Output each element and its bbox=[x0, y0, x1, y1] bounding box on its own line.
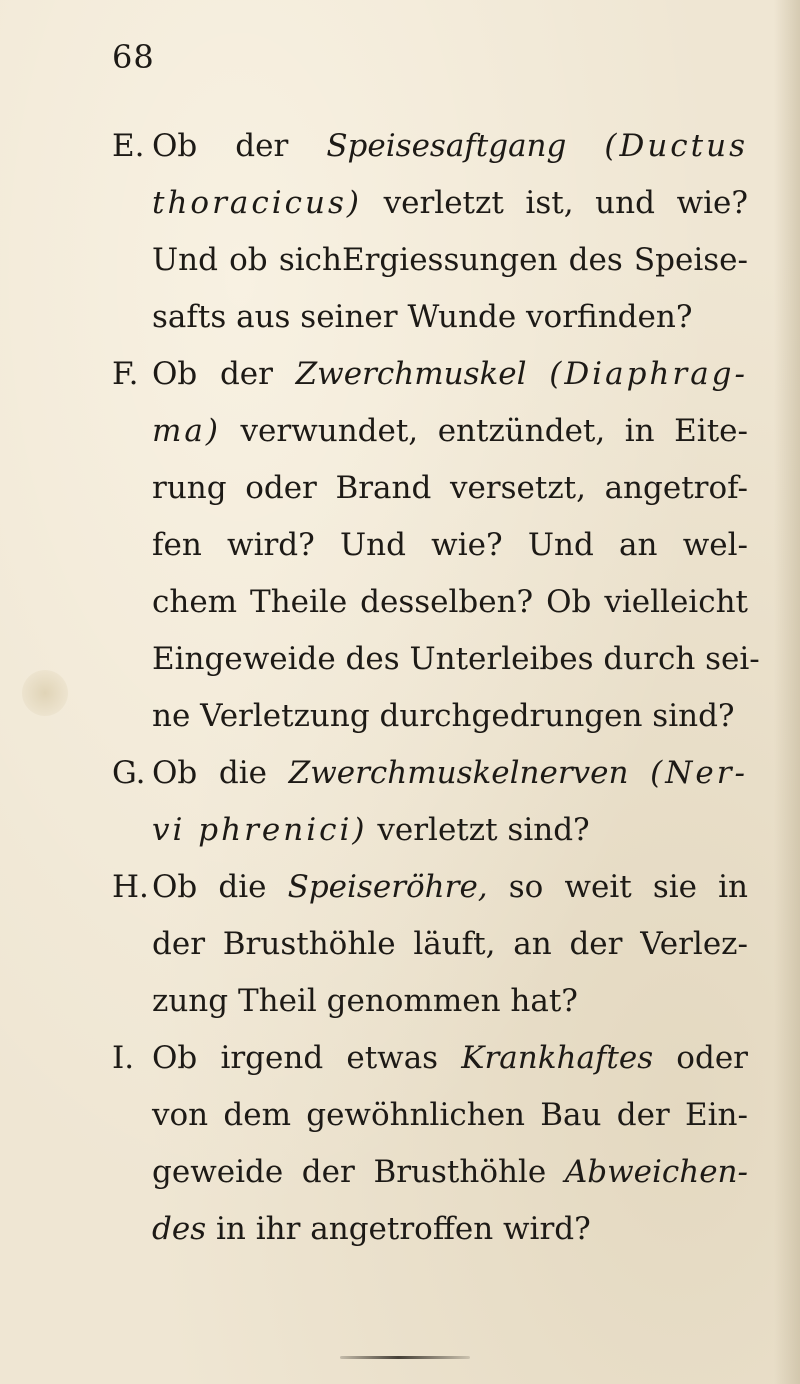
text-line bbox=[152, 118, 748, 175]
text-line bbox=[152, 745, 748, 802]
text-line bbox=[152, 232, 748, 289]
entry-marker: I. bbox=[112, 1040, 135, 1076]
text-run: geweide der Brusthöhle bbox=[152, 1154, 565, 1190]
text-run bbox=[629, 755, 651, 791]
text-run: zung Theil genommen hat? bbox=[152, 983, 578, 1019]
question-list bbox=[112, 118, 760, 1258]
text-run: Ob die bbox=[152, 755, 289, 791]
text-line bbox=[152, 1087, 748, 1144]
text-run: chem Theile desselben? Ob vielleicht bbox=[152, 584, 748, 620]
text-run: Ob der bbox=[152, 356, 296, 392]
entry-marker: E. bbox=[112, 128, 145, 164]
text-line bbox=[152, 1030, 748, 1087]
text-run bbox=[527, 356, 550, 392]
latin-term: (Ner- bbox=[650, 755, 748, 791]
text-run bbox=[566, 128, 604, 164]
entry-f bbox=[112, 346, 760, 745]
text-line bbox=[152, 688, 748, 745]
text-run: verletzt sind? bbox=[367, 812, 590, 848]
text-line bbox=[152, 1201, 748, 1258]
text-run: so weit sie in bbox=[487, 869, 748, 905]
entry-h bbox=[112, 859, 748, 1030]
latin-term: ma) bbox=[152, 413, 221, 449]
page-number: 68 bbox=[112, 38, 155, 76]
entry-marker: G. bbox=[112, 755, 146, 791]
text-run: Eingeweide des Unterleibes durch sei- bbox=[152, 641, 760, 677]
latin-term: vi phrenici) bbox=[152, 812, 368, 848]
closing-rule bbox=[340, 1356, 470, 1359]
text-line bbox=[152, 1144, 748, 1201]
text-run: rung oder Brand versetzt, angetrof- bbox=[152, 470, 748, 506]
text-line bbox=[152, 517, 748, 574]
italic-term: Zwerchmuskel bbox=[295, 356, 527, 392]
entry-marker: F. bbox=[112, 356, 139, 392]
text-line bbox=[152, 175, 748, 232]
text-run: in ihr angetroffen wird? bbox=[206, 1211, 591, 1247]
italic-term: Krankhaftes bbox=[461, 1040, 654, 1076]
text-line bbox=[152, 973, 748, 1030]
page-edge-shadow bbox=[774, 0, 800, 1384]
text-run: von dem gewöhnlichen Bau der Ein- bbox=[152, 1097, 748, 1133]
entry-marker: H. bbox=[112, 869, 149, 905]
text-line bbox=[152, 403, 748, 460]
text-run: der Brusthöhle läuft, an der Verlez- bbox=[152, 926, 748, 962]
text-run: verwundet, entzündet, in Eite- bbox=[220, 413, 748, 449]
italic-term: Speisesaftgang bbox=[326, 128, 567, 164]
text-run: Ob der bbox=[152, 128, 327, 164]
latin-term: (Diaphrag- bbox=[549, 356, 748, 392]
latin-term: (Ductus bbox=[604, 128, 748, 164]
text-run: ne Verletzung durchgedrungen sind? bbox=[152, 698, 735, 734]
text-run: safts aus seiner Wunde vorfinden? bbox=[152, 299, 693, 335]
text-line bbox=[152, 574, 748, 631]
entry-i bbox=[112, 1030, 748, 1258]
italic-term: des bbox=[152, 1211, 207, 1247]
text-line bbox=[152, 346, 748, 403]
text-line bbox=[152, 916, 748, 973]
paper-stain bbox=[22, 670, 68, 716]
text-run: Ob die bbox=[152, 869, 288, 905]
text-line bbox=[152, 289, 748, 346]
text-run: verletzt ist, und wie? bbox=[362, 185, 748, 221]
entry-g bbox=[112, 745, 748, 859]
italic-term: Speiseröhre, bbox=[287, 869, 488, 905]
text-line bbox=[152, 802, 748, 859]
text-run: oder bbox=[653, 1040, 748, 1076]
italic-term: Abweichen- bbox=[564, 1154, 748, 1190]
text-run: Ob irgend etwas bbox=[152, 1040, 462, 1076]
text-line bbox=[152, 631, 760, 688]
text-line bbox=[152, 859, 748, 916]
text-run: Und ob sichErgiessungen des Speise- bbox=[152, 242, 748, 278]
italic-term: Zwerchmuskelnerven bbox=[288, 755, 629, 791]
text-run: fen wird? Und wie? Und an wel- bbox=[152, 527, 748, 563]
latin-term: thoracicus) bbox=[152, 185, 362, 221]
text-line bbox=[152, 460, 748, 517]
entry-e bbox=[112, 118, 748, 346]
